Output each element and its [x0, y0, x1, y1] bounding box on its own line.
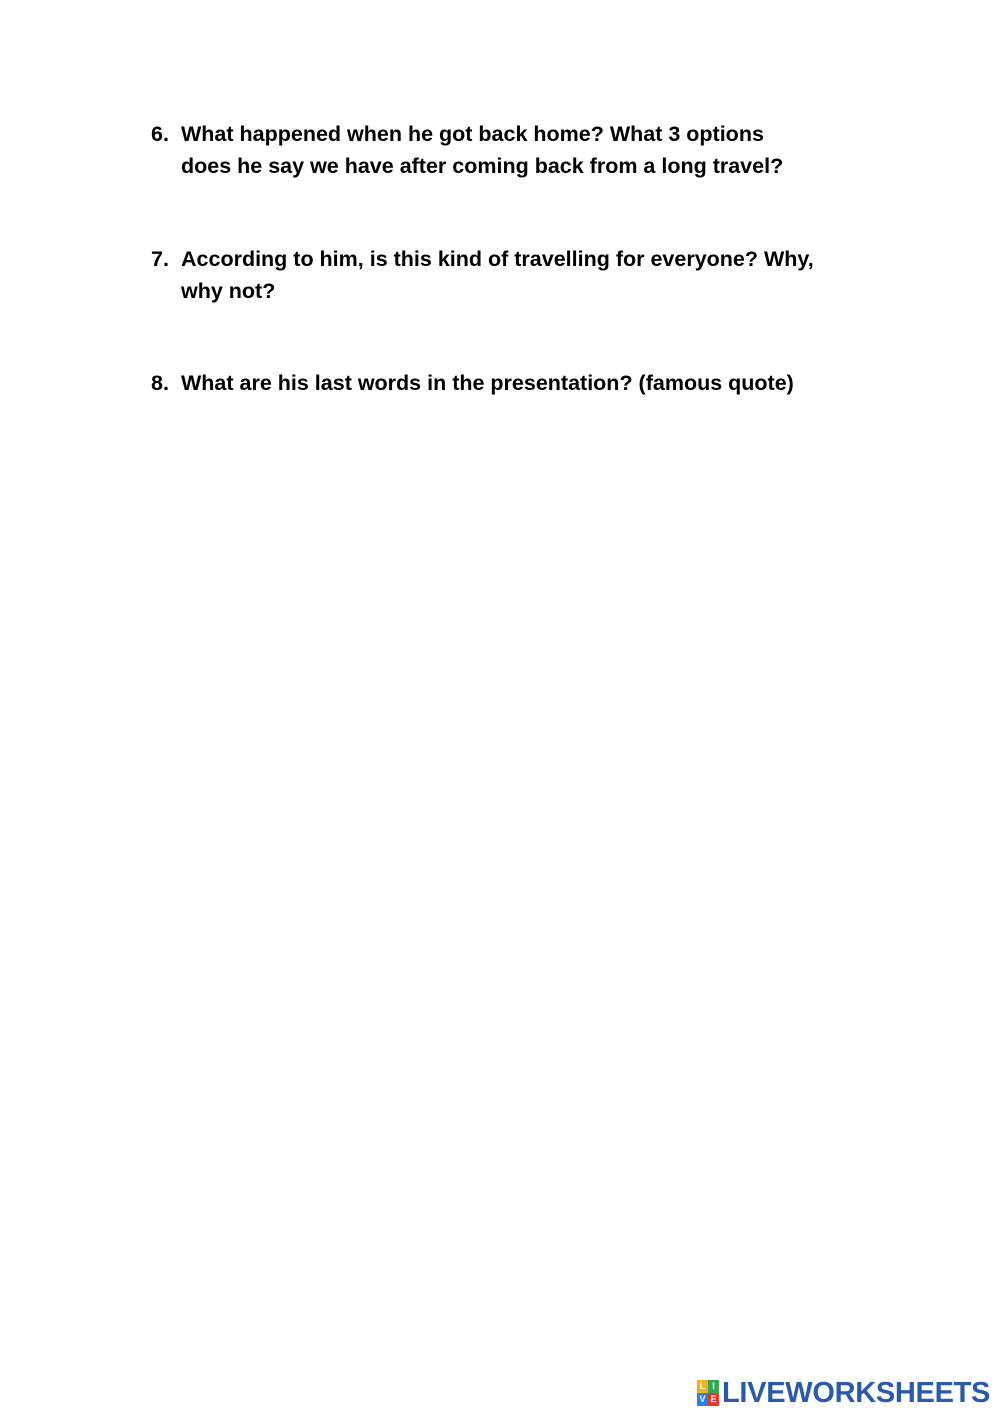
logo-block: I [708, 1380, 719, 1393]
question-text-line: does he say we have after coming back from a long travel? [181, 154, 784, 178]
question-text-line: What are his last words in the presentation? (famous quote) [181, 371, 794, 395]
logo-block: V [697, 1393, 708, 1406]
question-6 [151, 118, 891, 182]
logo-blocks-icon [697, 1380, 719, 1406]
question-7 [151, 243, 891, 307]
logo-block: E [708, 1393, 719, 1406]
logo-text: LIVEWORKSHEETS [722, 1377, 991, 1409]
question-number: 8. [151, 371, 169, 395]
liveworksheets-logo [697, 1376, 990, 1410]
question-text-line: According to him, is this kind of travelling for everyone? Why, [181, 247, 814, 271]
question-text [181, 367, 891, 399]
question-text-line: What happened when he got back home? What 3 options [181, 122, 764, 146]
question-text [181, 243, 891, 307]
question-number: 7. [151, 247, 169, 271]
question-number: 6. [151, 122, 169, 146]
logo-block: L [697, 1380, 708, 1393]
question-text [181, 118, 891, 182]
question-8 [151, 367, 891, 399]
question-text-line: why not? [181, 279, 276, 303]
